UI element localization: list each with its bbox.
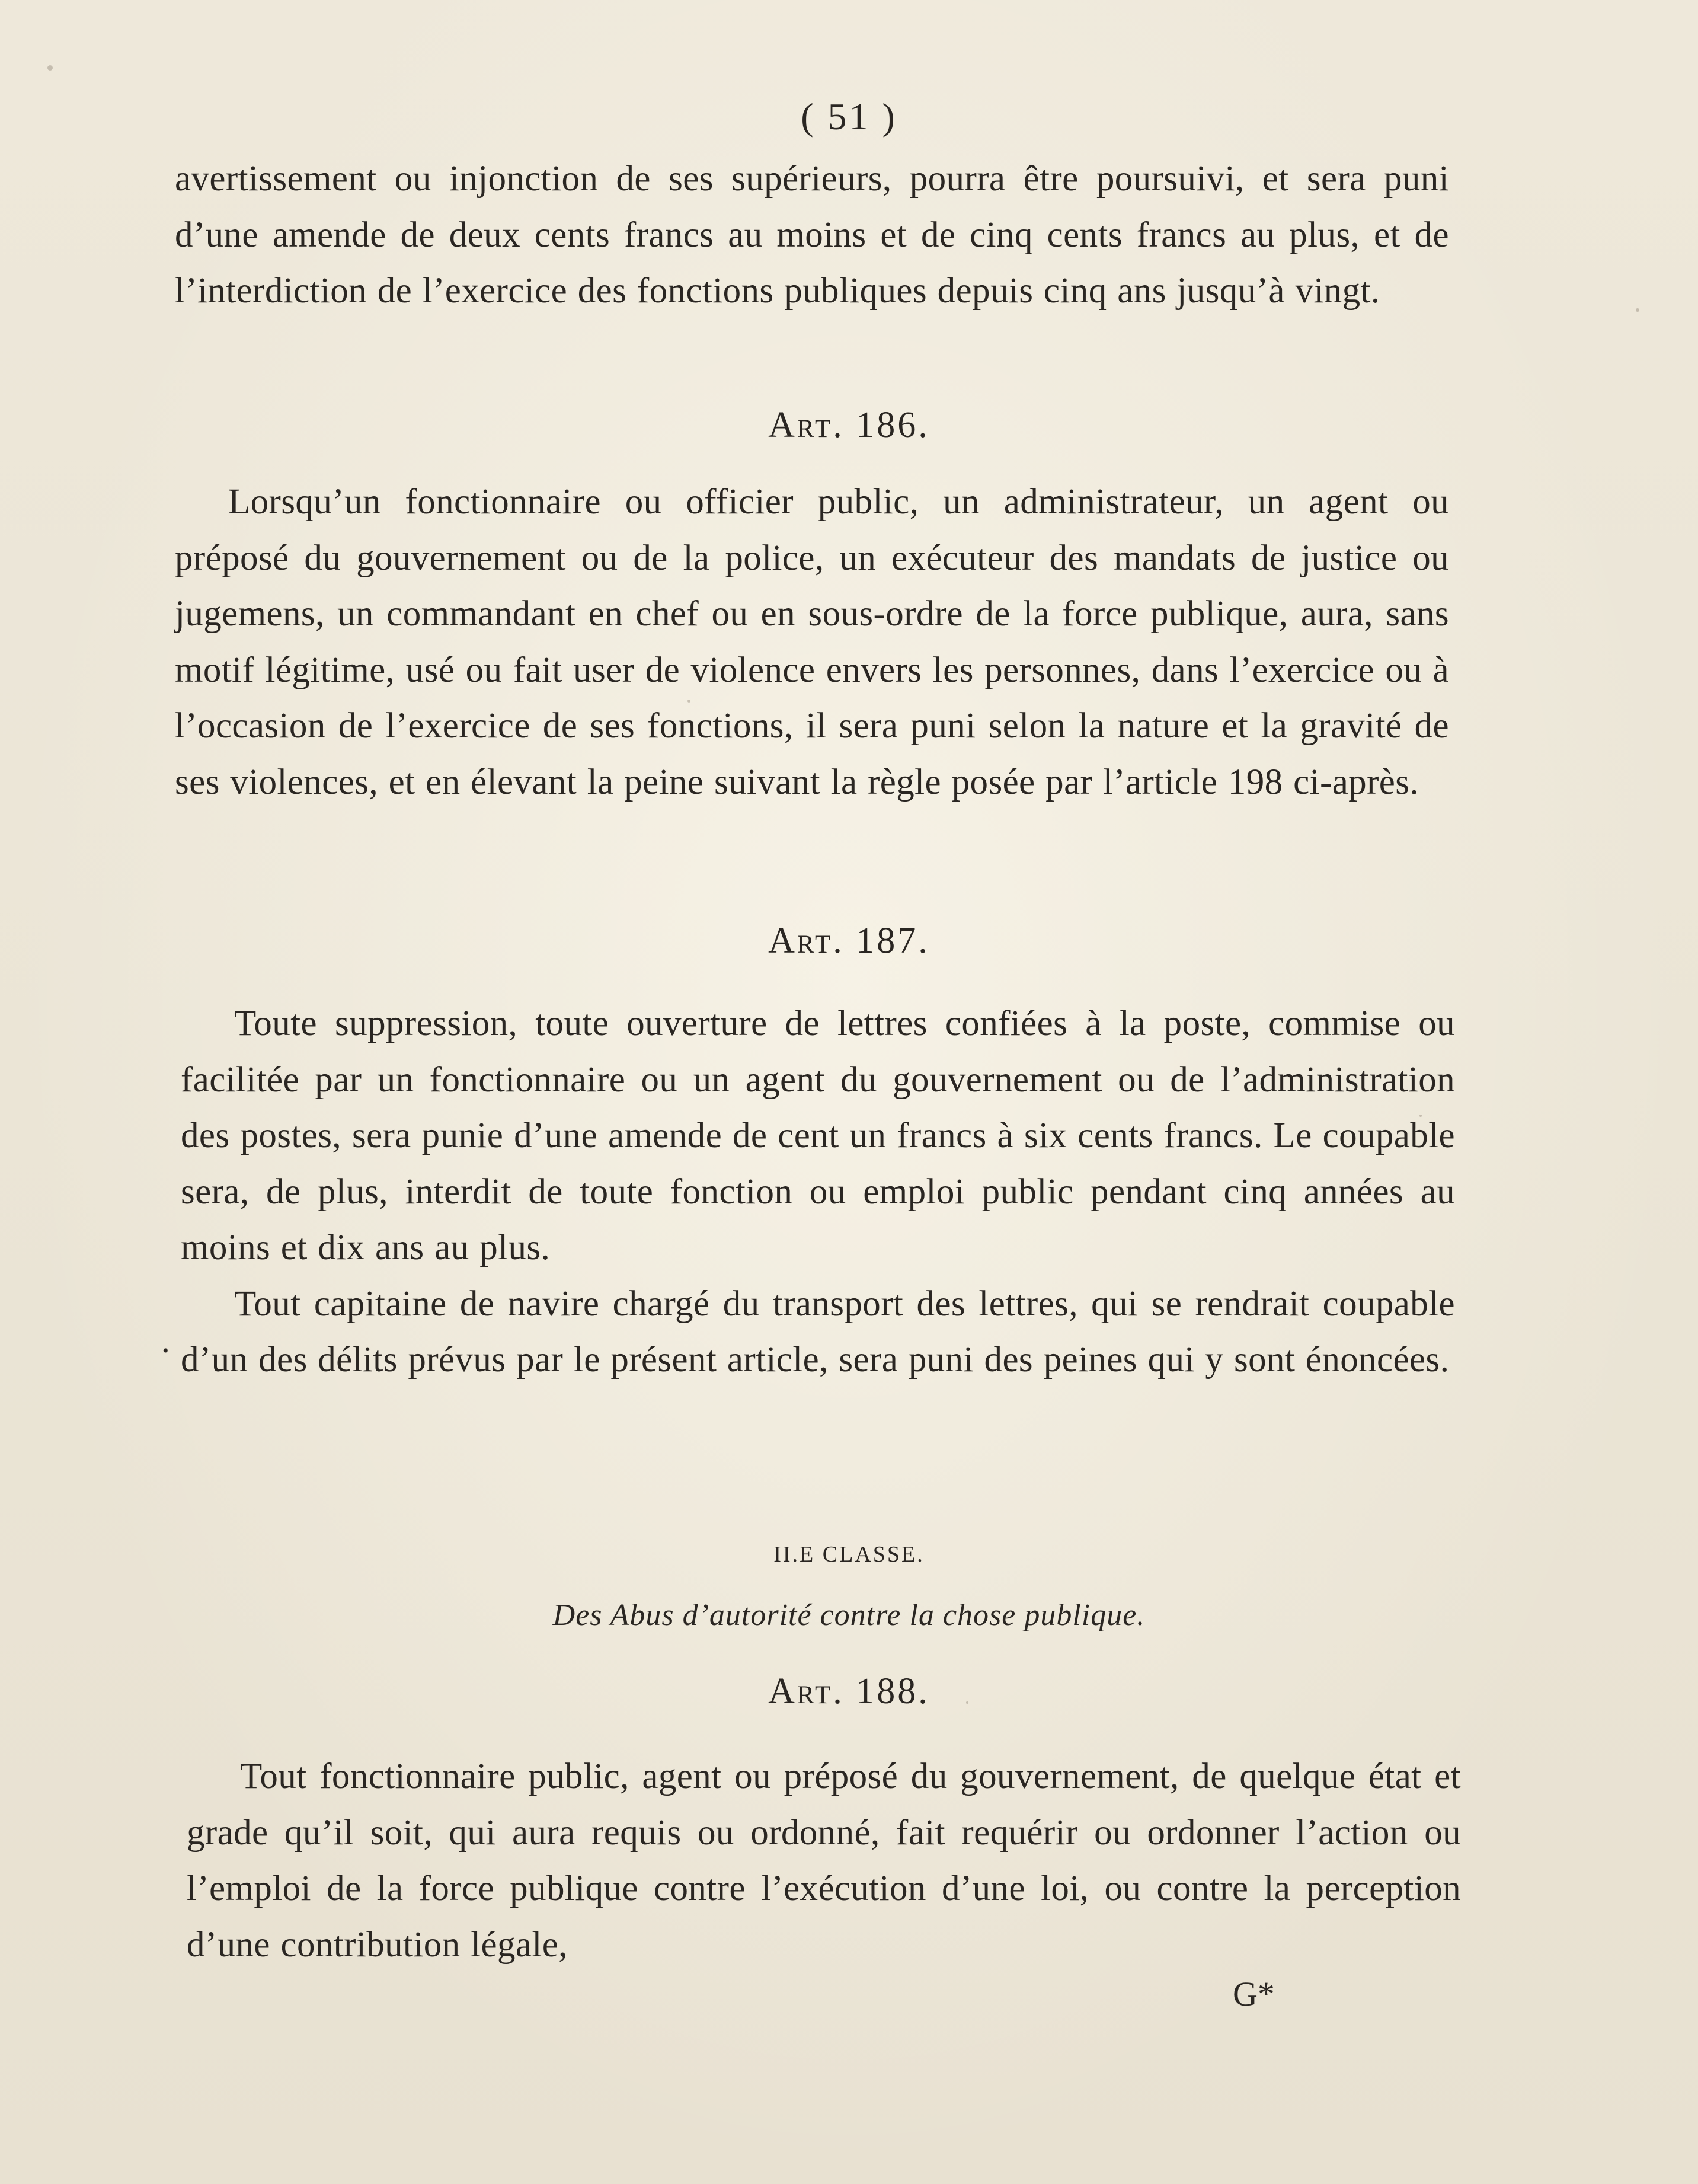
section-classe-label: II.E CLASSE. (773, 1542, 925, 1567)
paragraph-text: Tout capitaine de navire chargé du transport des lettres, qui se rendrait coupable d’un des délits prévus par le présent article, sera puni des peines qui y sont énoncées. (181, 1283, 1455, 1380)
article-187-body (181, 996, 1455, 1388)
section-title: Des Abus d’autorité contre la chose publique. (552, 1598, 1146, 1632)
paragraph-text: Lorsqu’un fonctionnaire ou officier public, un administrateur, un agent ou préposé du gouvernement ou de la police, un exécuteur des mandats de justice ou jugemens, un commandant en chef ou en sous-ordre de la force publique, aura, sans motif légitime, usé ou fait user de violence envers les personnes, dans l’exercice ou à l’occasion de l’exercice de ses fonctions, il sera puni selon la nature et la gravité de ses violences, et en élevant la peine suivant la règle posée par l’article 198 ci-après. (175, 482, 1449, 802)
paragraph-text: avertissement ou injonction de ses supérieurs, pourra être poursuivi, et sera puni d’une amende de deux cents francs au moins et de cinq cents francs au plus, et de l’interdiction de l’exercice des fonctions publiques depuis cinq ans jusqu’à vingt. (175, 159, 1449, 311)
article-186-body (175, 474, 1449, 810)
signature-mark: G* (1233, 1975, 1275, 2013)
article-188-heading: Art. 188. (768, 1671, 930, 1712)
article-188-body (187, 1749, 1461, 1973)
paragraph-text: Tout fonctionnaire public, agent ou préposé du gouvernement, de quelque état et grade qu’il soit, qui aura requis ou ordonné, fait requérir ou ordonner l’action ou l’emploi de la force publique contre l’exécution d’une loi, ou contre la perception d’une contribution légale, (187, 1757, 1461, 1965)
paragraph-continuation (175, 151, 1449, 320)
paragraph-text: Toute suppression, toute ouverture de lettres confiées à la poste, commise ou facilitée par un fonctionnaire ou un agent du gouvernement ou de l’administration des postes, sera punie d’une amende de cent un francs à six cents francs. Le coupable sera, de plus, interdit de toute fonction ou emploi public pendant cinq années au moins et dix ans au plus. (181, 1004, 1455, 1267)
article-187-heading: Art. 187. (768, 921, 930, 961)
margin-bullet: • (162, 1341, 169, 1361)
article-186-heading: Art. 186. (768, 405, 930, 445)
page-number: ( 51 ) (801, 95, 897, 138)
